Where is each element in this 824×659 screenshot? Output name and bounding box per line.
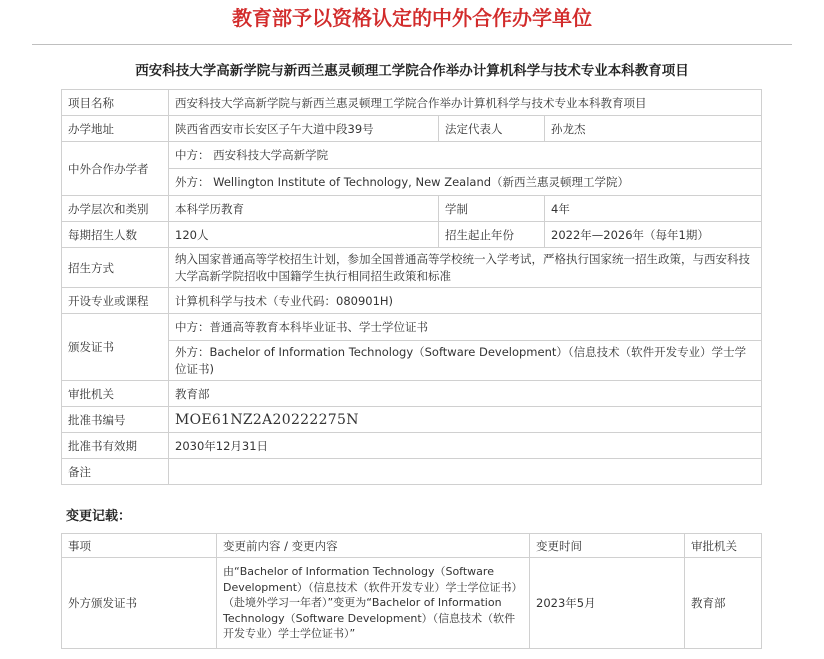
table-row — [62, 433, 762, 459]
table-row — [62, 407, 762, 433]
table-row — [62, 142, 762, 169]
enrollment-label: 每期招生人数 — [62, 222, 169, 248]
table-row — [62, 90, 762, 116]
change-content: 由“Bachelor of Information Technology（Software Development）（信息技术（软件开发专业）学士学位证书）（赴境外学习一年者）”变更为“Bachelor of Information Technology（Software Development）（信息技术（软件开发专业）学士学位证书）” — [217, 558, 530, 649]
changes-heading: 变更记载： — [66, 509, 132, 524]
foreign-certificate-value: 外方：Bachelor of Information Technology（Software Development）（信息技术（软件开发专业）学士学位证书) — [169, 341, 762, 381]
table-row — [62, 196, 762, 222]
period-label: 招生起止年份 — [439, 222, 545, 248]
column-header-time: 变更时间 — [530, 534, 685, 558]
change-time: 2023年5月 — [530, 558, 685, 649]
project-title: 西安科技大学高新学院与新西兰惠灵顿理工学院合作举办计算机科学与技术专业本科教育项目 — [135, 63, 689, 79]
duration-label: 学制 — [439, 196, 545, 222]
level-label: 办学层次和类别 — [62, 196, 169, 222]
column-header-item: 事项 — [62, 534, 217, 558]
project-name-value: 西安科技大学高新学院与新西兰惠灵顿理工学院合作举办计算机科学与技术专业本科教育项目 — [169, 90, 762, 116]
table-row — [62, 222, 762, 248]
table-row — [62, 459, 762, 485]
authority-value: 教育部 — [169, 381, 762, 407]
approval-no-value: MOE61NZ2A20222275N — [169, 407, 762, 433]
change-authority: 教育部 — [685, 558, 762, 649]
admission-label: 招生方式 — [62, 248, 169, 288]
major-label: 开设专业或课程 — [62, 288, 169, 314]
page-title: 教育部予以资格认定的中外合作办学单位 — [232, 6, 592, 30]
column-header-authority: 审批机关 — [685, 534, 762, 558]
authority-label: 审批机关 — [62, 381, 169, 407]
table-row — [62, 314, 762, 341]
change-item: 外方颁发证书 — [62, 558, 217, 649]
duration-value: 4年 — [545, 196, 762, 222]
legal-rep-label: 法定代表人 — [439, 116, 545, 142]
legal-rep-value: 孙龙杰 — [545, 116, 762, 142]
certificate-label: 颁发证书 — [62, 314, 169, 381]
table-header-row — [62, 534, 762, 558]
chinese-certificate-value: 中方：普通高等教育本科毕业证书、学士学位证书 — [169, 314, 762, 341]
foreign-partner-value: 外方： Wellington Institute of Technology, New Zealand（新西兰惠灵顿理工学院） — [169, 169, 762, 196]
remarks-label: 备注 — [62, 459, 169, 485]
title-divider — [32, 44, 792, 45]
project-info-table — [61, 89, 762, 485]
admission-value: 纳入国家普通高等学校招生计划，参加全国普通高等学校统一入学考试，严格执行国家统一招生政策，与西安科技大学高新学院招收中国籍学生执行相同招生政策和标准 — [169, 248, 762, 288]
address-label: 办学地址 — [62, 116, 169, 142]
validity-label: 批准书有效期 — [62, 433, 169, 459]
table-row — [62, 558, 762, 649]
table-row — [62, 381, 762, 407]
validity-value: 2030年12月31日 — [169, 433, 762, 459]
partners-label: 中外合作办学者 — [62, 142, 169, 196]
project-name-label: 项目名称 — [62, 90, 169, 116]
address-value: 陕西省西安市长安区子午大道中段39号 — [169, 116, 439, 142]
major-value: 计算机科学与技术（专业代码：080901H) — [169, 288, 762, 314]
remarks-value — [169, 459, 762, 485]
table-row — [62, 288, 762, 314]
chinese-partner-value: 中方： 西安科技大学高新学院 — [169, 142, 762, 169]
table-row — [62, 116, 762, 142]
approval-no-label: 批准书编号 — [62, 407, 169, 433]
change-record-table — [61, 533, 762, 649]
level-value: 本科学历教育 — [169, 196, 439, 222]
period-value: 2022年—2026年（每年1期） — [545, 222, 762, 248]
table-row — [62, 248, 762, 288]
column-header-content: 变更前内容 / 变更内容 — [217, 534, 530, 558]
enrollment-value: 120人 — [169, 222, 439, 248]
